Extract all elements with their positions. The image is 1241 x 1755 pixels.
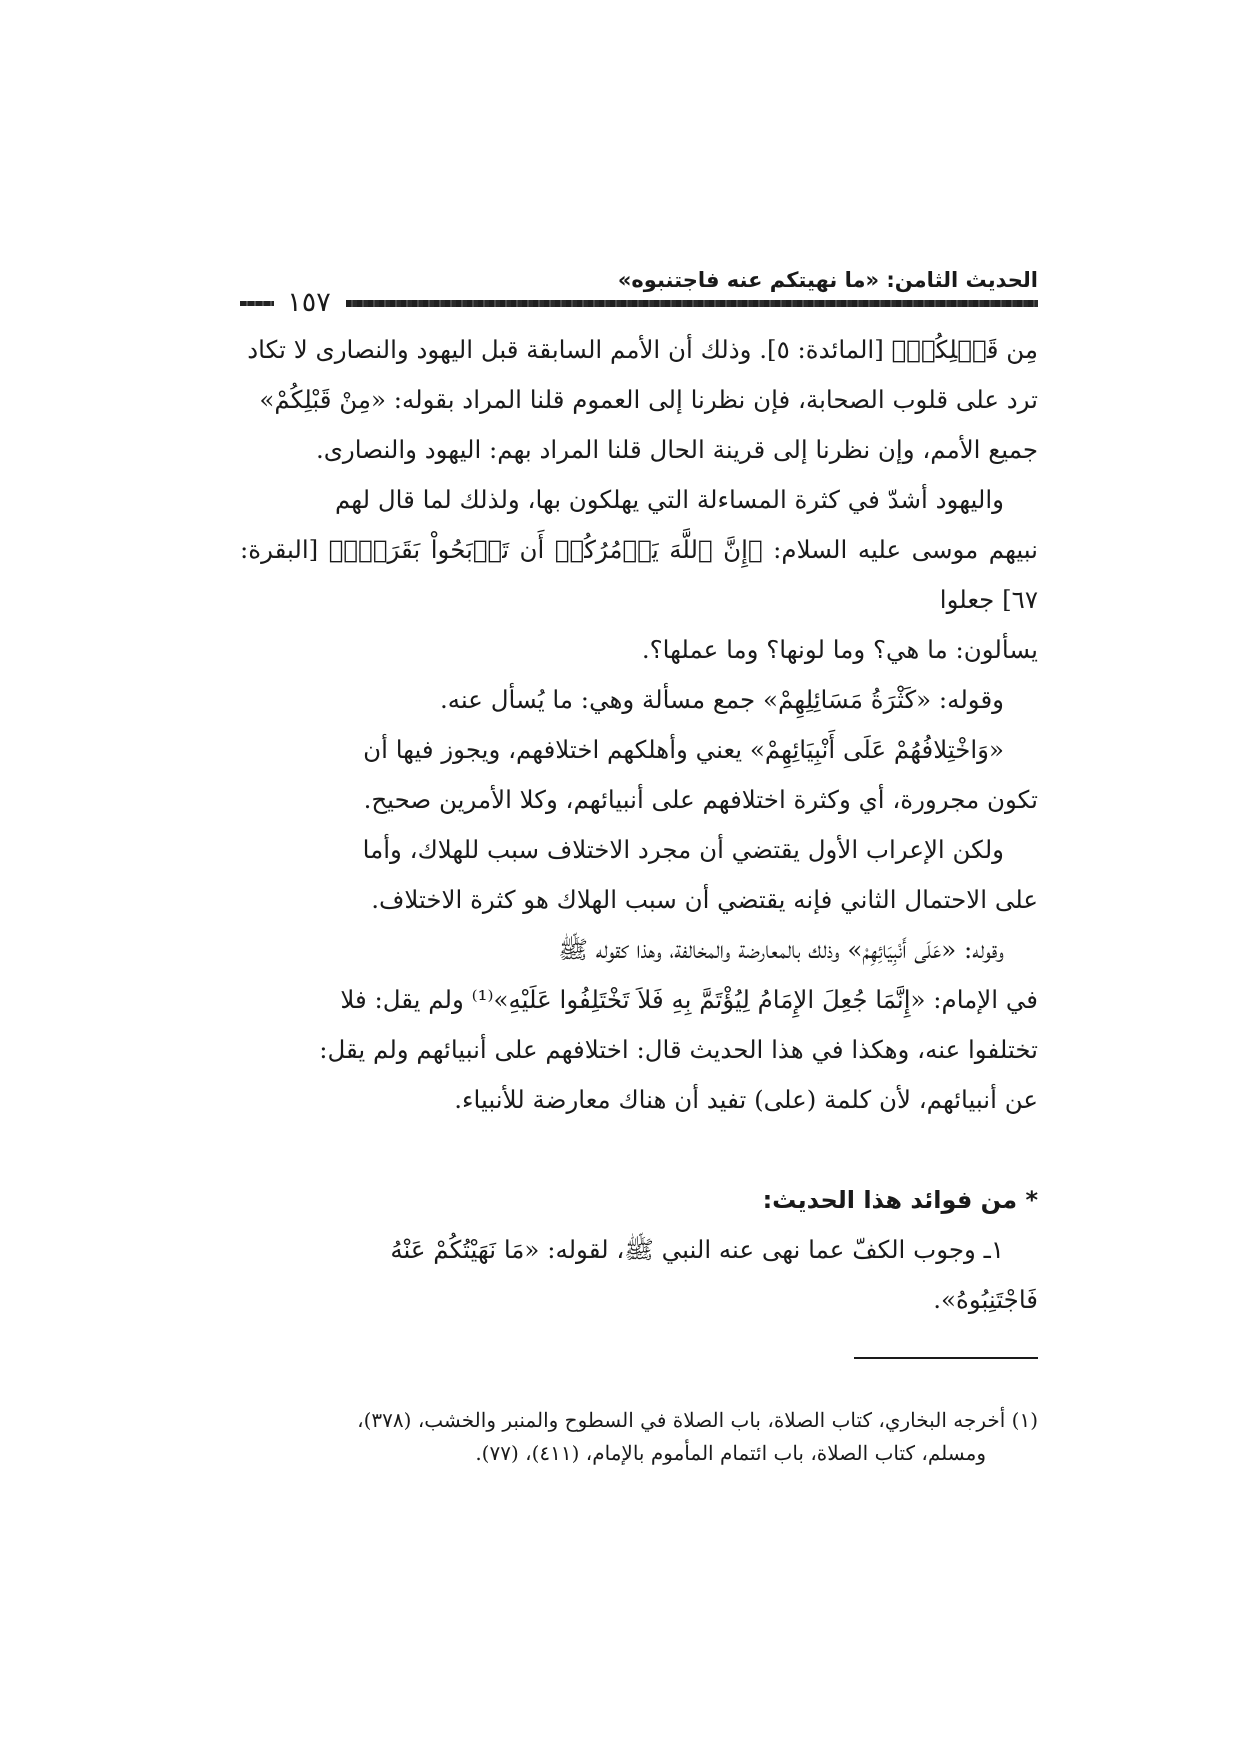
text-line: يسألون: ما هي؟ وما لونها؟ وما عملها؟.	[641, 635, 1038, 664]
footnote-line: (١) أخرجه البخاري، كتاب الصلاة، باب الصلاة في السطوح والمنبر والخشب، (٣٧٨)،	[357, 1408, 1038, 1432]
page-number: ١٥٧	[278, 288, 340, 318]
section-heading: * من فوائد هذا الحديث:	[762, 1186, 1038, 1214]
text-line: ولكن الإعراب الأول يقتضي أن مجرد الاختلاف سبب للهلاك، وأما	[362, 835, 1004, 864]
text-line: ترد على قلوب الصحابة، فإن نظرنا إلى العموم قلنا المراد بقوله: «مِنْ قَبْلِكُمْ»	[259, 385, 1038, 414]
text-line: واليهود أشدّ في كثرة المساءلة التي يهلكون بها، ولذلك لما قال لهم	[334, 485, 1004, 514]
running-title: الحديث الثامن: «ما نهيتكم عنه فاجتنبوه»	[617, 268, 1038, 292]
footnote	[240, 1404, 1038, 1470]
benefit-line: فَاجْتَنِبُوهُ».	[933, 1285, 1038, 1314]
text-line: على الاحتمال الثاني فإنه يقتضي أن سبب الهلاك هو كثرة الاختلاف.	[371, 885, 1038, 914]
header-rule-stub	[240, 301, 274, 306]
header-rule	[346, 300, 1038, 307]
text-line: تكون مجرورة، أي وكثرة اختلافهم على أنبيائهم، وكلا الأمرين صحيح.	[363, 785, 1038, 814]
main-text	[240, 325, 1038, 1325]
text-line: وقوله: «عَلَى أَنْبِيَائِهِمْ» وذلك بالمعارضة والمخالفة، وهذا كقوله ﷺ	[558, 935, 1004, 964]
text-line: «وَاخْتِلافُهُمْ عَلَى أَنْبِيَائِهِمْ» يعني وأهلكهم اختلافهم، ويجوز فيها أن	[363, 735, 1004, 764]
text-line: نبيهم موسى عليه السلام: ﴿إِنَّ ٱللَّهَ يَأۡمُرُكُمۡ أَن تَذۡبَحُواْ بَقَرَةٗۖ﴾ [البقرة: ٦٧] جعلوا	[240, 535, 1038, 614]
text-line: مِن قَبۡلِكُمۡ﴾ [المائدة: ٥]. وذلك أن الأمم السابقة قبل اليهود والنصارى لا تكاد	[247, 335, 1038, 364]
page-header	[240, 268, 1038, 318]
text-line: في الإمام: «إِنَّمَا جُعِلَ الإِمَامُ لِيُؤْتَمَّ بِهِ فَلاَ تَخْتَلِفُوا عَلَيْهِ»⁽¹⁾ ولم يقل: فلا	[340, 985, 1038, 1014]
paragraph-gap	[240, 1125, 1038, 1175]
text-line: جميع الأمم، وإن نظرنا إلى قرينة الحال قلنا المراد بهم: اليهود والنصارى.	[315, 435, 1038, 464]
benefit-line: ١ـ وجوب الكفّ عما نهى عنه النبي ﷺ، لقوله: «مَا نَهَيْتُكُمْ عَنْهُ	[390, 1235, 1004, 1264]
text-line: تختلفوا عنه، وهكذا في هذا الحديث قال: اختلافهم على أنبيائهم ولم يقل:	[319, 1035, 1038, 1064]
footnote-line: ومسلم، كتاب الصلاة، باب ائتمام المأموم بالإمام، (٤١١)، (٧٧).	[475, 1441, 986, 1465]
text-line: عن أنبيائهم، لأن كلمة (على) تفيد أن هناك معارضة للأنبياء.	[454, 1085, 1038, 1114]
text-line: وقوله: «كَثْرَةُ مَسَائِلِهِمْ» جمع مسألة وهي: ما يُسأل عنه.	[439, 685, 1004, 714]
footnote-separator	[854, 1357, 1038, 1359]
